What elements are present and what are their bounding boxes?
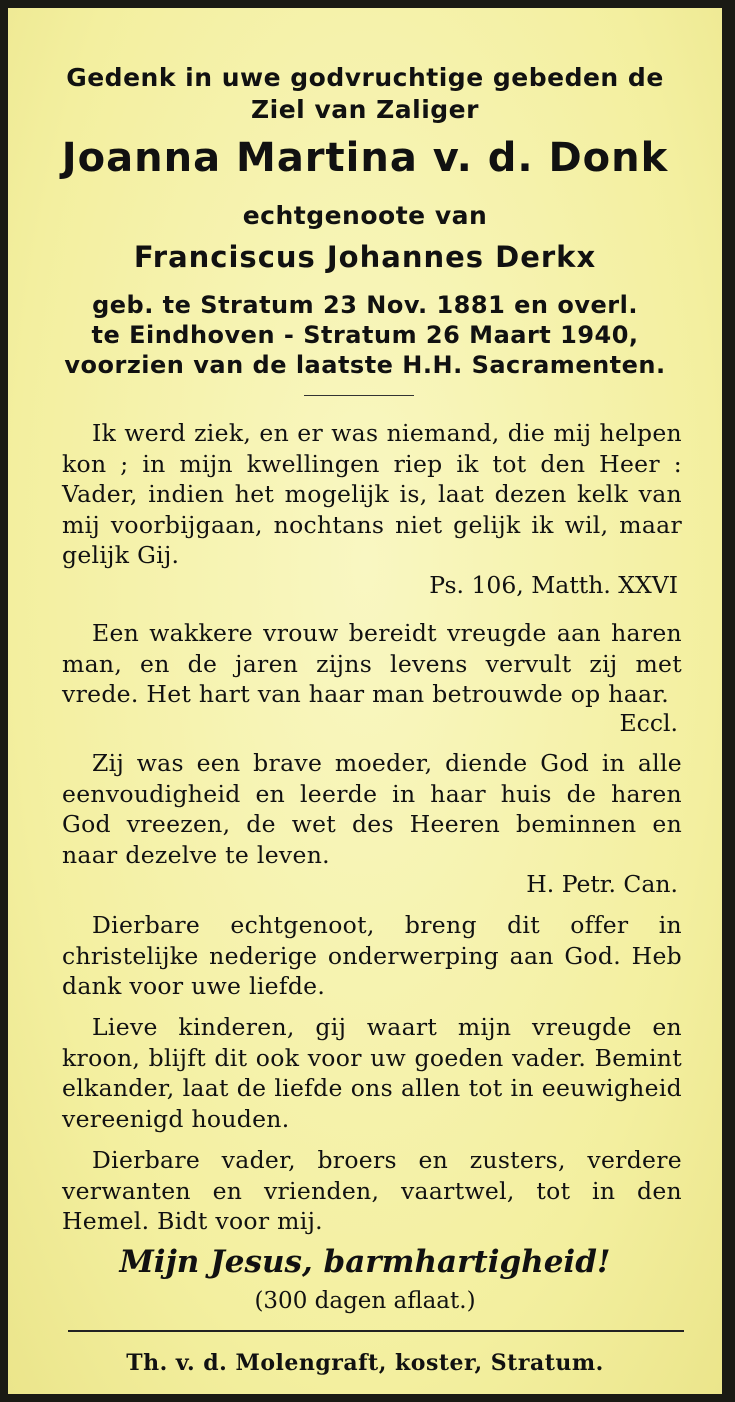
- citation-3: H. Petr. Can.: [526, 870, 678, 898]
- paragraph-1: [62, 418, 682, 571]
- header-line-2: Ziel van Zaliger: [251, 95, 479, 124]
- sacraments-info: voorzien van de laatste H.H. Sacramenten.: [64, 351, 666, 379]
- deceased-name: Joanna Martina v. d. Donk: [61, 135, 669, 181]
- indulgence-line: (300 dagen aflaat.): [254, 1288, 476, 1314]
- paragraph-text: Lieve kinderen, gij waart mijn vreugde en kroon, blijft dit ook voor uw goeden vader. Bemint elkander, laat de liefde ons allen tot in eeuwigheid vereenigd houden.: [62, 1013, 682, 1133]
- divider-long: [68, 1330, 684, 1332]
- relation-label: echtgenoote van: [242, 201, 488, 230]
- divider-short: [304, 395, 414, 396]
- paragraph-3: [62, 748, 682, 870]
- paragraph-text: Zij was een brave moeder, diende God in alle eenvoudigheid en leerde in haar huis de haren God vreezen, de wet des Heeren beminnen en naar dezelve te leven.: [62, 749, 682, 869]
- death-info: te Eindhoven - Stratum 26 Maart 1940,: [91, 321, 639, 349]
- paragraph-2: [62, 618, 682, 710]
- paragraph-text: Dierbare echtgenoot, breng dit offer in christelijke nederige onderwerping aan God. Heb dank voor uwe liefde.: [62, 911, 682, 1000]
- printer-credit: Th. v. d. Molengraft, koster, Stratum.: [126, 1350, 604, 1376]
- citation-1: Ps. 106, Matth. XXVI: [429, 571, 678, 599]
- memorial-card: [8, 8, 722, 1394]
- paragraph-text: Een wakkere vrouw bereidt vreugde aan haren man, en de jaren zijns levens vervult zij met vrede. Het hart van haar man betrouwde op haar.: [62, 619, 682, 708]
- paragraph-5: [62, 1012, 682, 1134]
- paragraph-6: [62, 1145, 682, 1237]
- prayer-line: Mijn Jesus, barmhartigheid!: [119, 1244, 611, 1280]
- paragraph-text: Ik werd ziek, en er was niemand, die mij helpen kon ; in mijn kwellingen riep ik tot den Heer : Vader, indien het mogelijk is, laat dezen kelk van mij voorbijgaan, nochtans niet gelijk ik wil, maar gelijk Gij.: [62, 419, 682, 569]
- paragraph-4: [62, 910, 682, 1002]
- paragraph-text: Dierbare vader, broers en zusters, verdere verwanten en vrienden, vaartwel, tot in den Hemel. Bidt voor mij.: [62, 1146, 682, 1235]
- spouse-name: Franciscus Johannes Derkx: [133, 240, 597, 274]
- header-line-1: Gedenk in uwe godvruchtige gebeden de: [66, 63, 664, 92]
- citation-2: Eccl.: [619, 709, 678, 737]
- birth-info: geb. te Stratum 23 Nov. 1881 en overl.: [92, 291, 638, 319]
